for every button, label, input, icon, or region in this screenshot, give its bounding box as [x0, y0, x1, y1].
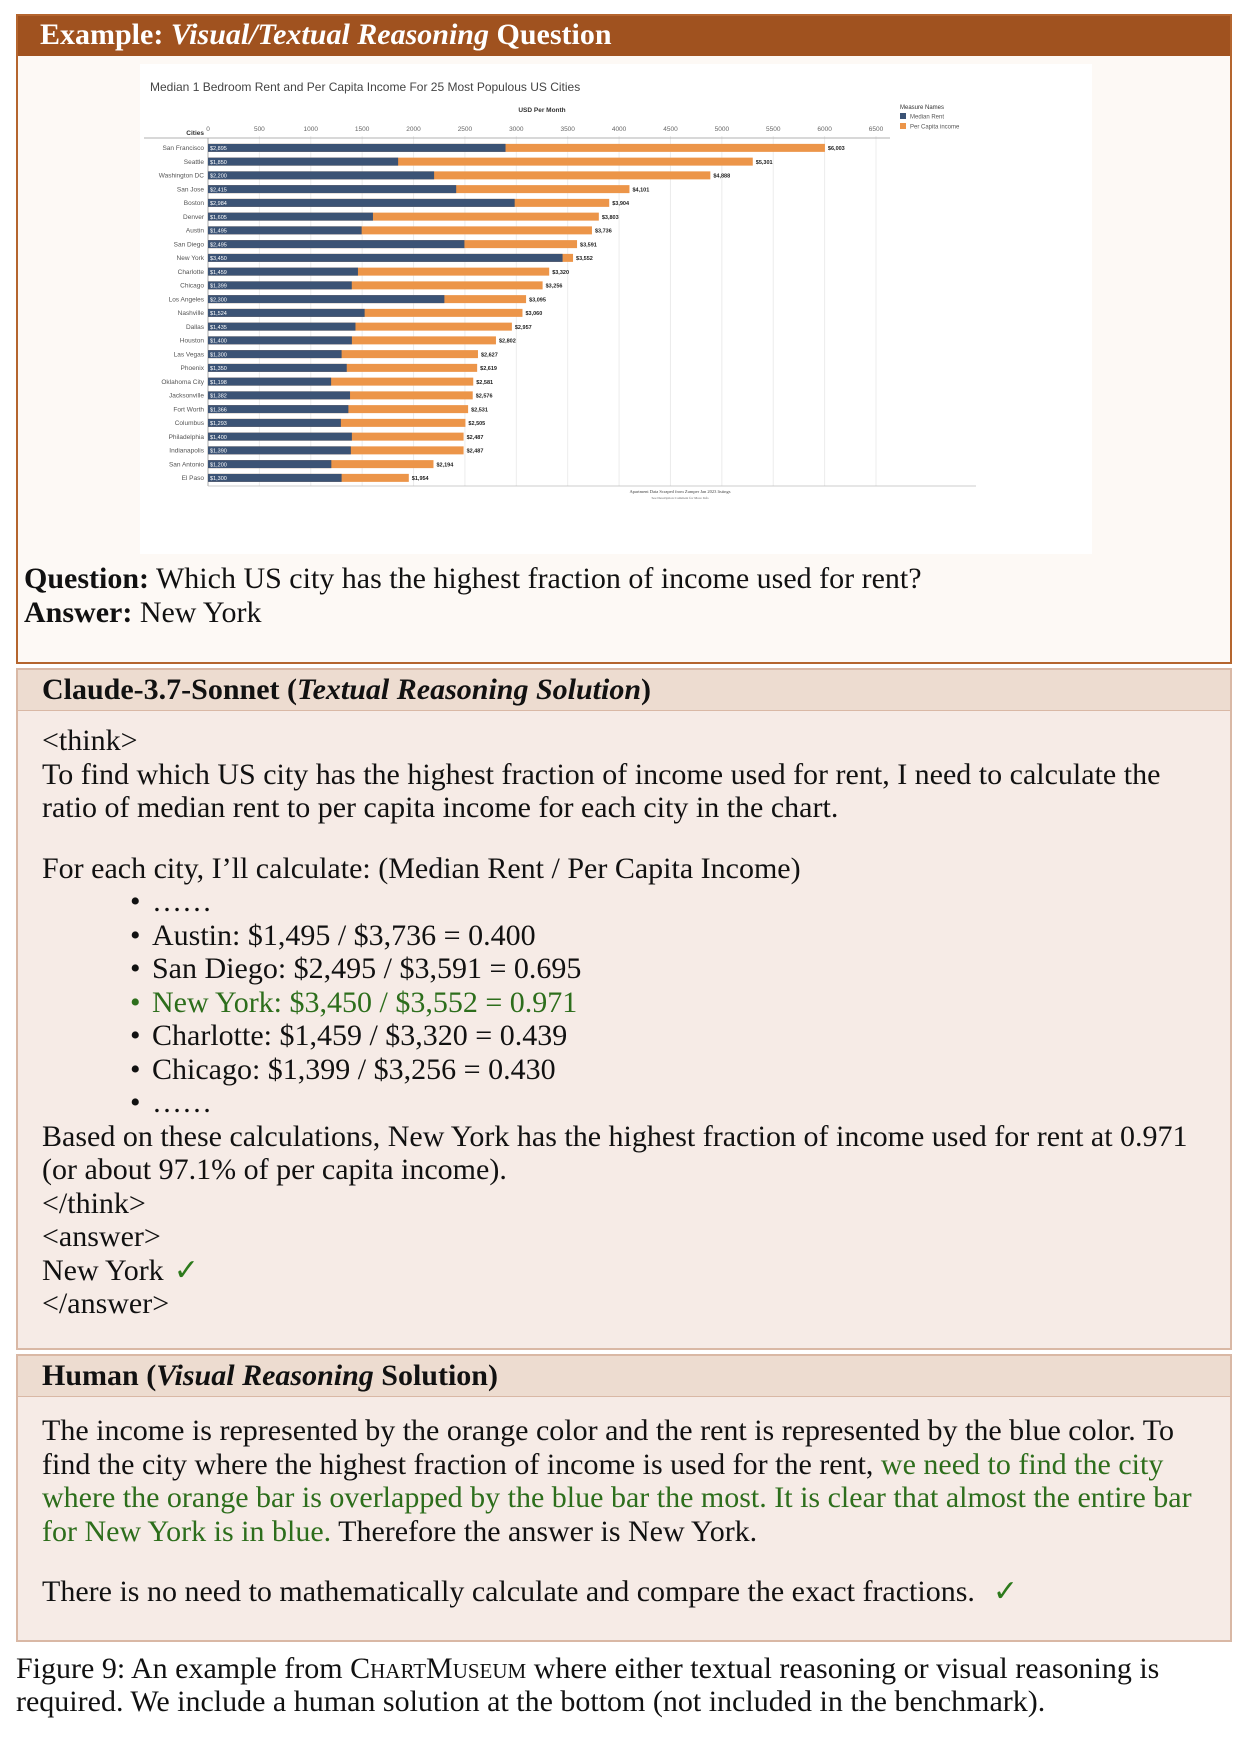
- rent-value-label: $1,350: [210, 366, 227, 373]
- question-label: Question:: [24, 562, 150, 595]
- x-tick-label: 6000: [817, 126, 832, 133]
- rent-value-label: $2,300: [210, 297, 227, 304]
- example-header-prefix: Example:: [40, 18, 171, 51]
- claude-header-prefix: Claude-3.7-Sonnet (: [42, 673, 298, 706]
- claude-answer-value: New York: [42, 1253, 164, 1287]
- rent-bar: [208, 158, 398, 166]
- rent-value-label: $1,300: [210, 352, 227, 359]
- question-answer: [24, 562, 922, 630]
- income-value-label: $3,060: [525, 311, 543, 318]
- income-value-label: $2,487: [466, 448, 484, 455]
- rent-bar: [208, 391, 350, 399]
- rent-bar: [208, 268, 358, 276]
- claude-intro-line2: ratio of median rent to per capita income for each city in the chart.: [42, 791, 839, 824]
- chart-footer-line1: Apartment Data Scraped from Zumper Jan 2023 listings: [629, 489, 731, 494]
- rent-bar: [208, 323, 355, 331]
- city-label: Denver: [183, 213, 204, 221]
- x-tick-label: 2500: [457, 126, 473, 133]
- bullet-dot: •: [130, 1019, 141, 1052]
- legend-rent-label: Median Rent: [910, 114, 945, 121]
- rent-bar: [208, 226, 362, 234]
- rent-bar: [208, 213, 373, 221]
- rent-value-label: $2,415: [210, 187, 227, 194]
- bullet-dot: •: [130, 885, 141, 918]
- city-label: Charlotte: [177, 268, 204, 276]
- checkmark-icon: ✓: [992, 1574, 1019, 1609]
- claude-solution-box: [16, 668, 1232, 1350]
- income-value-label: $5,301: [755, 159, 773, 166]
- rent-value-label: $2,984: [210, 201, 227, 208]
- rent-value-label: $1,400: [210, 434, 227, 441]
- rent-bar: [208, 281, 352, 289]
- question-text: Which US city has the highest fraction of income used for rent?: [149, 562, 922, 595]
- city-label: San Diego: [173, 241, 204, 249]
- rent-value-label: $1,200: [210, 462, 227, 469]
- human-highlight: for New York is in blue.: [42, 1514, 332, 1548]
- bullet-item: • Chicago: $1,399 / $3,256 = 0.430: [130, 1052, 556, 1086]
- rent-bar: [208, 295, 444, 303]
- income-value-label: $2,957: [514, 324, 532, 331]
- income-value-label: $2,576: [475, 393, 493, 400]
- city-label: San Francisco: [162, 145, 204, 153]
- x-tick-label: 1500: [354, 126, 370, 133]
- city-label: Houston: [179, 337, 204, 345]
- rent-bar: [208, 364, 347, 372]
- bullet-dot: •: [130, 1086, 141, 1119]
- claude-formula: For each city, I’ll calculate: (Median Rent / Per Capita Income): [42, 851, 801, 885]
- x-tick-label: 5500: [765, 126, 781, 133]
- rent-value-label: $1,293: [210, 421, 227, 428]
- rent-value-label: $2,895: [210, 146, 227, 153]
- human-p1-line4: for New York is in blue. Therefore the answer is New York.: [42, 1514, 758, 1548]
- x-tick-label: 0: [206, 126, 210, 133]
- human-p1-line1: The income is represented by the orange color and the rent is represented by the blue color. To: [42, 1414, 1174, 1447]
- income-value-label: $2,627: [480, 352, 498, 359]
- city-label: San Antonio: [168, 461, 204, 469]
- income-value-label: $3,320: [552, 269, 570, 276]
- rent-value-label: $2,200: [210, 173, 227, 180]
- rent-bar: [208, 419, 341, 427]
- human-p2: There is no need to mathematically calculate and compare the exact fractions. ✓: [42, 1574, 1019, 1609]
- legend-income-label: Per Capita income: [910, 124, 960, 131]
- human-p1-line2: find the city where the highest fraction of income is used for the rent, we need to find the city: [42, 1447, 1164, 1481]
- claude-conclusion-line1: Based on these calculations, New York has the highest fraction of income used for rent at 0.971: [42, 1119, 1188, 1153]
- legend-title: Measure Names: [900, 105, 945, 111]
- rent-bar: [208, 433, 352, 441]
- think-close-tag: </think>: [42, 1186, 146, 1220]
- bullet-item: • ……: [130, 885, 212, 918]
- answer-label: Answer:: [24, 596, 133, 629]
- rent-value-label: $1,850: [210, 159, 227, 166]
- income-value-label: $2,581: [476, 379, 494, 386]
- income-value-label: $3,904: [612, 201, 630, 208]
- answer-open-tag: <answer>: [42, 1220, 161, 1253]
- claude-header: [18, 670, 1230, 711]
- income-value-label: $2,802: [498, 338, 516, 345]
- bullet-dot: •: [130, 985, 141, 1019]
- income-value-label: $3,552: [576, 256, 593, 263]
- city-label: Los Angeles: [168, 296, 204, 304]
- x-tick-label: 4000: [611, 126, 627, 133]
- human-solution-box: [16, 1354, 1232, 1642]
- rent-bar: [208, 254, 563, 262]
- rent-value-label: $3,450: [210, 256, 227, 263]
- rent-value-label: $1,390: [210, 448, 227, 455]
- bullet-item: • Charlotte: $1,459 / $3,320 = 0.439: [130, 1019, 568, 1052]
- bullet-item-highlight: • New York: $3,450 / $3,552 = 0.971: [130, 985, 578, 1019]
- rent-bar: [208, 144, 506, 152]
- rent-value-label: $1,399: [210, 283, 227, 290]
- chart: [140, 64, 1092, 554]
- rent-bar: [208, 350, 342, 358]
- city-label: Washington DC: [158, 172, 204, 180]
- city-label: Fort Worth: [173, 406, 204, 414]
- rent-value-label: $2,495: [210, 242, 227, 249]
- legend-swatch-rent: [900, 113, 906, 119]
- rent-value-label: $1,605: [210, 214, 227, 221]
- city-label: Boston: [183, 200, 204, 208]
- rent-bar: [208, 405, 348, 413]
- income-value-label: $4,888: [713, 173, 731, 180]
- rent-bar: [208, 474, 342, 482]
- income-value-label: $4,101: [632, 187, 650, 194]
- bullet-item: • San Diego: $2,495 / $3,591 = 0.695: [130, 952, 582, 985]
- chart-footer-line2: See Description Comment for More Info: [651, 496, 709, 500]
- income-value-label: $3,095: [529, 297, 546, 304]
- caption-line2: required. We include a human solution at the bottom (not included in the benchmark).: [16, 1685, 1046, 1718]
- city-label: Philadelphia: [168, 433, 204, 441]
- rent-bar: [208, 199, 515, 207]
- city-label: Phoenix: [180, 365, 204, 373]
- rent-bar: [208, 240, 464, 248]
- bullet-dot: •: [130, 1052, 141, 1086]
- bullet-dot: •: [130, 918, 141, 952]
- x-axis-label: USD Per Month: [518, 107, 566, 114]
- figure-caption: Figure 9: An example from ChartMuseum where either textual reasoning or visual reasoning is required. We include a human solution at the bottom (not included in the benchmark).: [16, 1652, 1236, 1718]
- city-label: Dallas: [185, 323, 204, 331]
- rent-bar: [208, 446, 351, 454]
- claude-header-suffix: ): [641, 673, 652, 706]
- human-highlight: we need to find the city: [880, 1447, 1164, 1481]
- think-open-tag: <think>: [42, 724, 138, 757]
- income-value-label: $2,531: [471, 407, 488, 414]
- income-value-label: $2,505: [468, 421, 486, 428]
- claude-intro-line1: To find which US city has the highest fraction of income used for rent, I need to calculate the: [42, 757, 1161, 791]
- income-value-label: $3,256: [545, 283, 563, 290]
- y-axis-label: Cities: [186, 130, 204, 137]
- city-label: Austin: [185, 227, 204, 235]
- rent-value-label: $1,198: [210, 379, 227, 386]
- claude-body: [42, 724, 1206, 1321]
- income-value-label: $6,003: [827, 146, 845, 153]
- rent-value-label: $1,382: [210, 393, 227, 400]
- x-tick-label: 500: [253, 126, 265, 133]
- human-p1-line3: where the orange bar is overlapped by the blue bar the most. It is clear that almost the entire bar: [42, 1481, 1192, 1514]
- human-header-italic: Visual Reasoning: [156, 1359, 374, 1392]
- income-value-label: $2,619: [480, 366, 497, 373]
- bullet-dot: •: [130, 952, 141, 985]
- bar-chart-svg: [140, 64, 1092, 554]
- chart-title: Median 1 Bedroom Rent and Per Capita Income For 25 Most Populous US Cities: [150, 80, 581, 94]
- human-header-prefix: Human (: [42, 1359, 157, 1392]
- human-body: [42, 1414, 1206, 1609]
- rent-value-label: $1,524: [210, 311, 227, 318]
- example-header-suffix: Question: [489, 18, 612, 51]
- city-label: Indianapolis: [169, 447, 204, 455]
- example-header: [18, 16, 1230, 56]
- city-label: Oklahoma City: [161, 378, 204, 386]
- x-tick-label: 3500: [560, 126, 575, 133]
- income-value-label: $2,487: [466, 434, 484, 441]
- checkmark-icon: ✓: [173, 1252, 199, 1288]
- income-value-label: $3,736: [594, 228, 612, 235]
- city-label: Columbus: [174, 420, 204, 428]
- rent-value-label: $1,300: [210, 476, 227, 483]
- calc-bullet-list: [130, 885, 1206, 1120]
- rent-value-label: $1,366: [210, 407, 227, 414]
- claude-conclusion-line2: (or about 97.1% of per capita income).: [42, 1153, 507, 1186]
- rent-bar: [208, 336, 352, 344]
- human-header: [18, 1356, 1230, 1397]
- human-header-suffix: Solution): [373, 1359, 498, 1392]
- rent-bar: [208, 171, 434, 179]
- x-tick-label: 1000: [303, 126, 319, 133]
- claude-header-italic: Textual Reasoning Solution: [297, 673, 642, 706]
- rent-bar: [208, 309, 365, 317]
- city-label: Chicago: [180, 282, 204, 290]
- city-label: San Jose: [176, 186, 204, 194]
- legend-swatch-income: [900, 123, 906, 129]
- claude-answer-line: [42, 1254, 1206, 1288]
- income-value-label: $2,194: [436, 462, 454, 469]
- answer-close-tag: </answer>: [42, 1287, 170, 1320]
- city-label: Seattle: [183, 158, 204, 166]
- city-label: El Paso: [181, 475, 204, 483]
- city-label: Jacksonville: [168, 392, 204, 400]
- x-tick-label: 4500: [663, 126, 678, 133]
- city-label: Las Vegas: [173, 351, 204, 359]
- example-header-italic: Visual/Textual Reasoning: [170, 18, 489, 51]
- x-tick-label: 6500: [868, 126, 884, 133]
- rent-value-label: $1,435: [210, 324, 227, 331]
- city-label: New York: [176, 255, 204, 263]
- x-tick-label: 3000: [509, 126, 524, 133]
- rent-value-label: $1,459: [210, 269, 227, 276]
- benchmark-name: ChartMuseum: [350, 1652, 527, 1685]
- answer-text: New York: [132, 596, 262, 629]
- rent-value-label: $1,495: [210, 228, 227, 235]
- bullet-item: • Austin: $1,495 / $3,736 = 0.400: [130, 918, 536, 952]
- rent-value-label: $1,400: [210, 338, 227, 345]
- income-value-label: $3,803: [601, 214, 619, 221]
- rent-bar: [208, 185, 456, 193]
- income-value-label: $1,954: [411, 476, 429, 483]
- bullet-item: • ……: [130, 1086, 212, 1119]
- income-value-label: $3,591: [580, 242, 597, 249]
- x-tick-label: 2000: [406, 126, 421, 133]
- city-label: Nashville: [177, 310, 204, 318]
- x-tick-label: 5000: [714, 126, 730, 133]
